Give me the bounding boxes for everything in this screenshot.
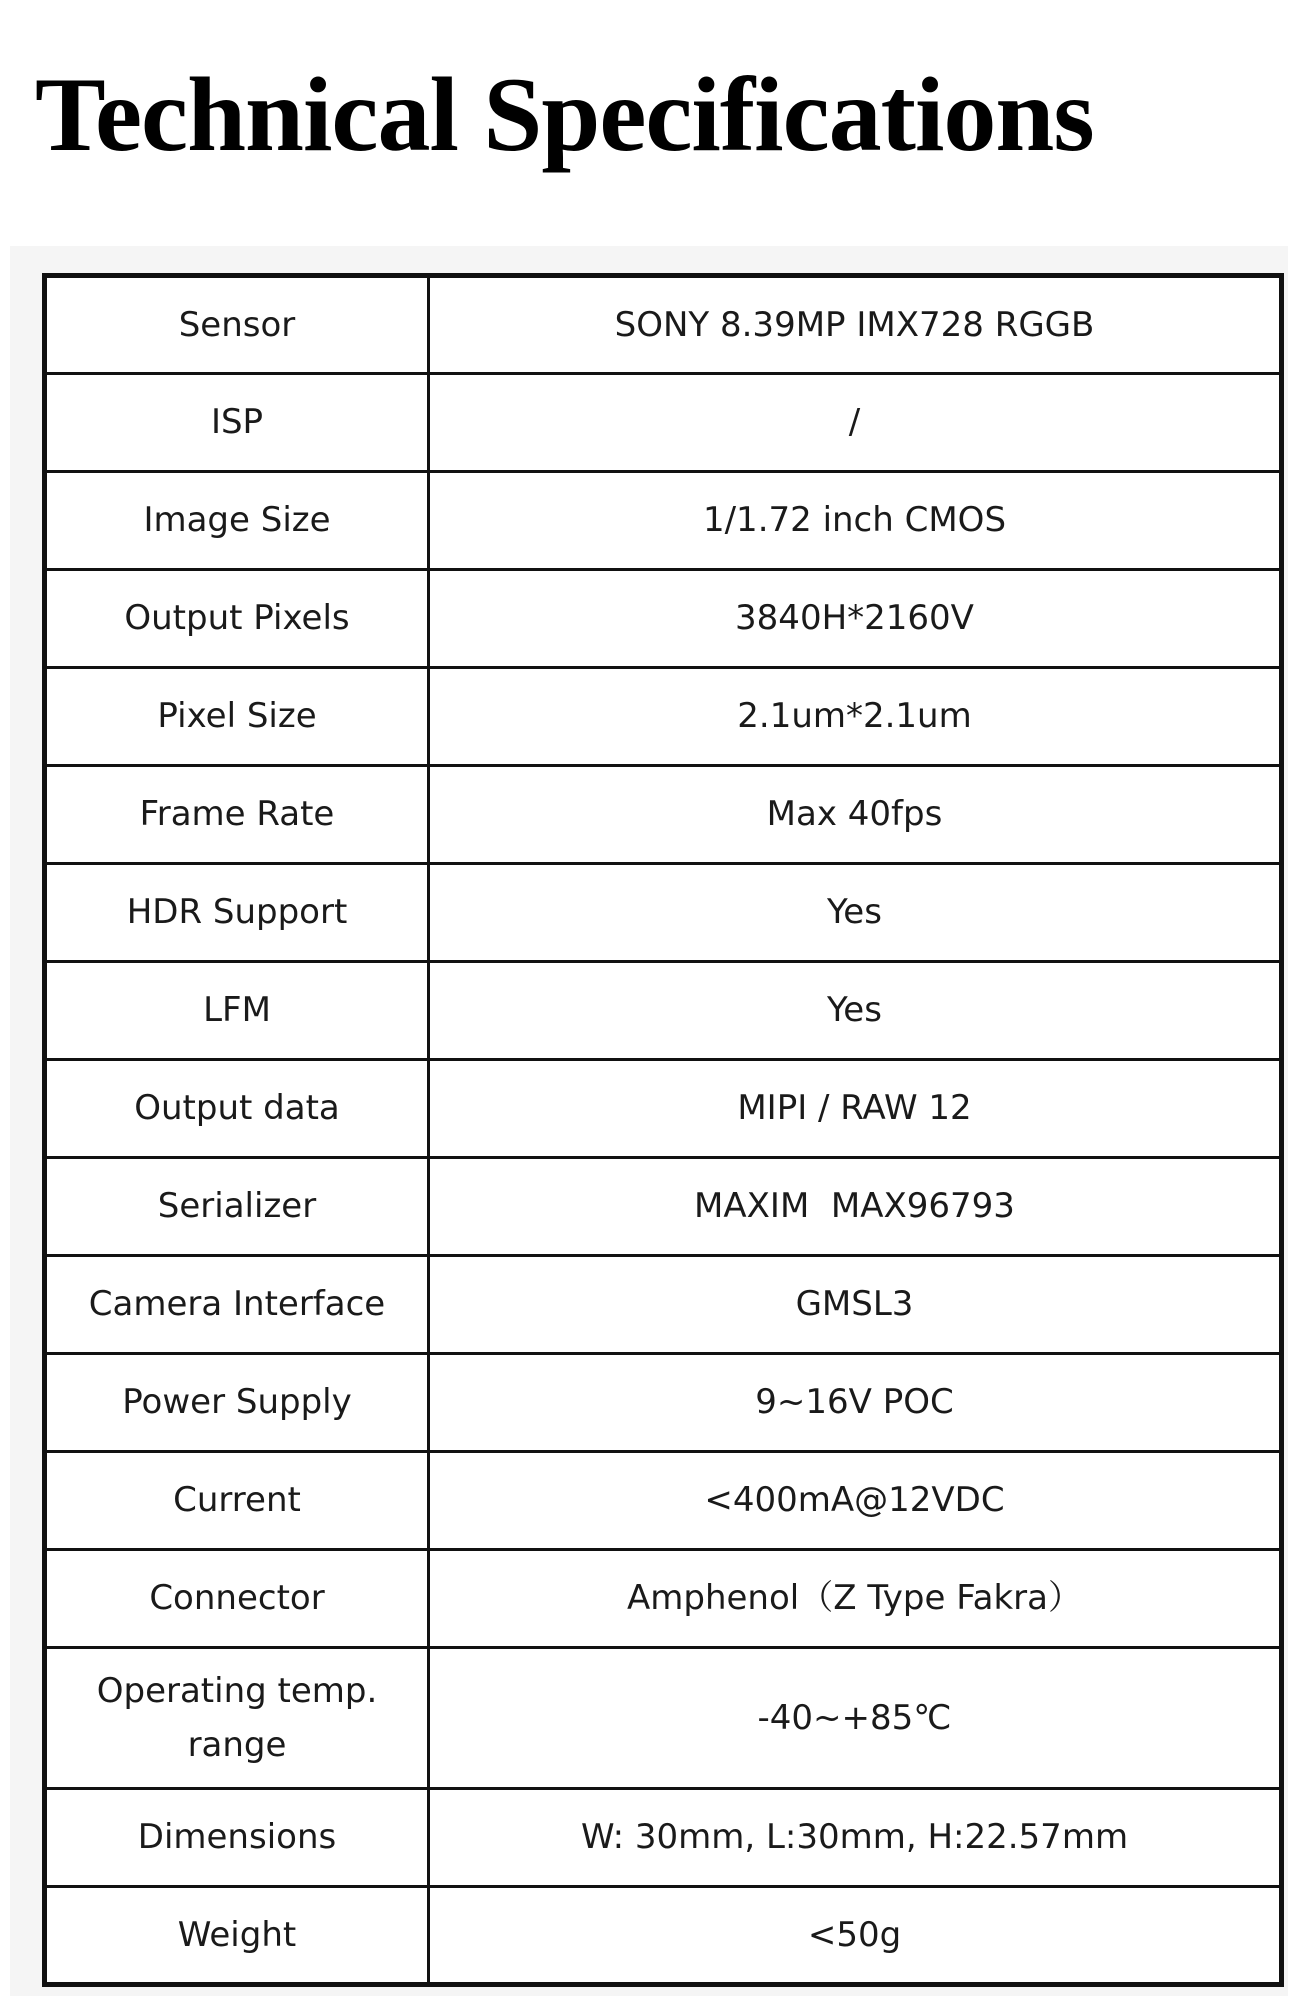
spec-label: Power Supply <box>45 1354 429 1452</box>
spec-label: Weight <box>45 1887 429 1985</box>
spec-row-sensor <box>45 276 1282 374</box>
spec-row-isp <box>45 374 1282 472</box>
spec-row-output-data <box>45 1060 1282 1158</box>
spec-row-frame-rate <box>45 766 1282 864</box>
spec-value: 9~16V POC <box>429 1354 1282 1452</box>
spec-value: 2.1um*2.1um <box>429 668 1282 766</box>
spec-label: Current <box>45 1452 429 1550</box>
spec-value: SONY 8.39MP IMX728 RGGB <box>429 276 1282 374</box>
spec-value: W: 30mm, L:30mm, H:22.57mm <box>429 1789 1282 1887</box>
spec-label: Dimensions <box>45 1789 429 1887</box>
spec-label: LFM <box>45 962 429 1060</box>
spec-row-operating-temp <box>45 1648 1282 1789</box>
spec-row-hdr-support <box>45 864 1282 962</box>
spec-value: 3840H*2160V <box>429 570 1282 668</box>
spec-value: -40~+85℃ <box>429 1648 1282 1789</box>
spec-label: Camera Interface <box>45 1256 429 1354</box>
spec-row-current <box>45 1452 1282 1550</box>
spec-row-power-supply <box>45 1354 1282 1452</box>
spec-value: / <box>429 374 1282 472</box>
spec-value: GMSL3 <box>429 1256 1282 1354</box>
spec-label: ISP <box>45 374 429 472</box>
spec-row-weight <box>45 1887 1282 1985</box>
spec-label: Image Size <box>45 472 429 570</box>
spec-value: Yes <box>429 864 1282 962</box>
spec-value: MIPI / RAW 12 <box>429 1060 1282 1158</box>
spec-value: Amphenol（Z Type Fakra） <box>429 1550 1282 1648</box>
spec-value: Max 40fps <box>429 766 1282 864</box>
spec-value: 1/1.72 inch CMOS <box>429 472 1282 570</box>
spec-label: Output data <box>45 1060 429 1158</box>
spec-value: Yes <box>429 962 1282 1060</box>
spec-row-connector <box>45 1550 1282 1648</box>
spec-value: <50g <box>429 1887 1282 1985</box>
spec-row-lfm <box>45 962 1282 1060</box>
spec-row-serializer <box>45 1158 1282 1256</box>
spec-row-camera-interface <box>45 1256 1282 1354</box>
spec-row-dimensions <box>45 1789 1282 1887</box>
spec-label: Operating temp. range <box>45 1648 429 1789</box>
spec-label: Serializer <box>45 1158 429 1256</box>
spec-table <box>42 273 1284 1987</box>
spec-value: MAXIM MAX96793 <box>429 1158 1282 1256</box>
spec-label: Frame Rate <box>45 766 429 864</box>
spec-label: HDR Support <box>45 864 429 962</box>
spec-value: <400mA@12VDC <box>429 1452 1282 1550</box>
spec-row-pixel-size <box>45 668 1282 766</box>
page-title: Technical Specifications <box>35 56 1094 173</box>
spec-row-image-size <box>45 472 1282 570</box>
spec-label: Output Pixels <box>45 570 429 668</box>
spec-label: Sensor <box>45 276 429 374</box>
spec-label: Connector <box>45 1550 429 1648</box>
spec-label: Pixel Size <box>45 668 429 766</box>
spec-row-output-pixels <box>45 570 1282 668</box>
